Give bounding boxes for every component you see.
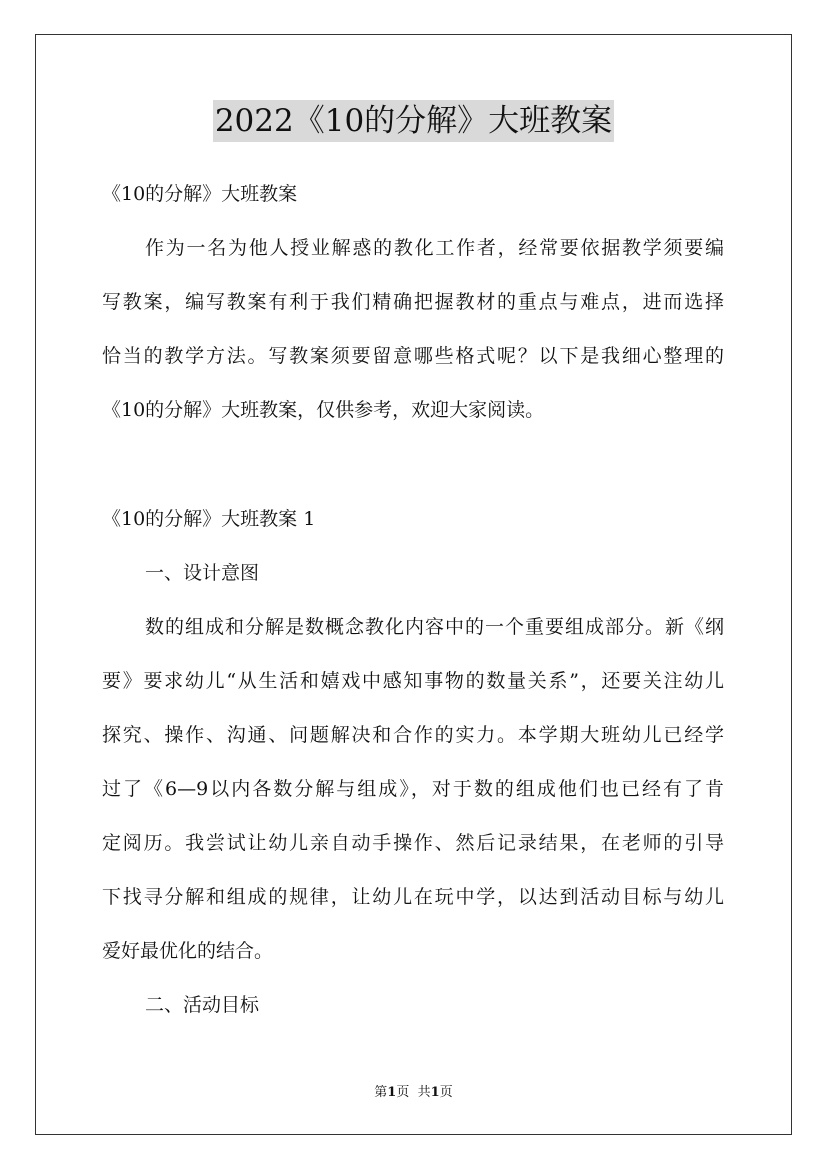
footer-total-suffix: 页	[439, 1085, 453, 1100]
footer-page-number: 1	[387, 1085, 397, 1100]
subtitle: 《10的分解》大班教案	[102, 183, 298, 205]
body-line-3: 探究、操作、沟通、问题解决和合作的实力。本学期大班幼儿已经学	[102, 724, 724, 746]
footer-total-number: 1	[430, 1085, 440, 1100]
title-container	[0, 100, 827, 142]
intro-line-1: 作为一名为他人授业解惑的教化工作者，经常要依据教学须要编	[145, 237, 724, 259]
footer-total-prefix: 共	[417, 1085, 431, 1100]
intro-line-4: 《10的分解》大班教案，仅供参考，欢迎大家阅读。	[102, 399, 545, 421]
intro-line-2: 写教案，编写教案有利于我们精确把握教材的重点与难点，进而选择	[102, 291, 724, 313]
body-line-7: 爱好最优化的结合。	[102, 940, 274, 962]
intro-line-3: 恰当的教学方法。写教案须要留意哪些格式呢？以下是我细心整理的	[102, 345, 724, 367]
footer-page-prefix: 第	[374, 1085, 388, 1100]
footer-page-suffix: 页	[396, 1085, 410, 1100]
body-line-1: 数的组成和分解是数概念教化内容中的一个重要组成部分。新《纲	[145, 616, 724, 638]
body-line-2: 要》要求幼儿“从生活和嬉戏中感知事物的数量关系”，还要关注幼儿	[102, 670, 724, 692]
heading-design-intent: 一、设计意图	[145, 562, 260, 584]
heading-activity-goals: 二、活动目标	[145, 994, 260, 1016]
page-footer	[0, 1085, 827, 1101]
section-title: 《10的分解》大班教案 1	[102, 508, 316, 530]
body-line-4: 过了《6—9以内各数分解与组成》，对于数的组成他们也已经有了肯	[102, 778, 724, 800]
document-title: 2022《10的分解》大班教案	[213, 100, 614, 142]
body-line-6: 下找寻分解和组成的规律，让幼儿在玩中学，以达到活动目标与幼儿	[102, 886, 724, 908]
body-line-5: 定阅历。我尝试让幼儿亲自动手操作、然后记录结果，在老师的引导	[102, 832, 724, 854]
